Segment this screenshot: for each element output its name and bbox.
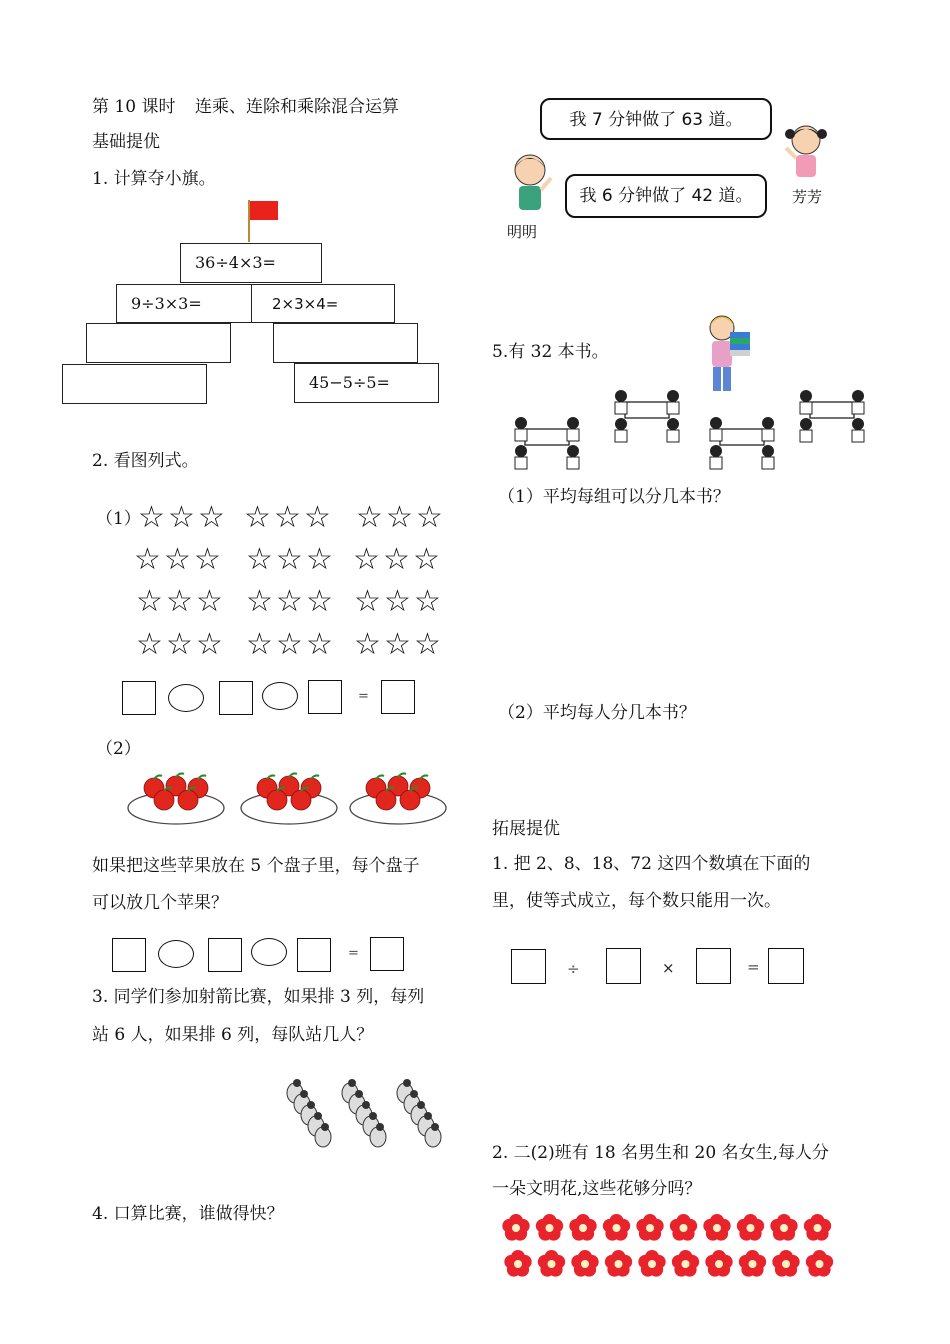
- flag-icon: [245, 198, 285, 244]
- flower-icon: [780, 1224, 788, 1232]
- operator-circle[interactable]: [168, 684, 204, 712]
- apple-icon: [178, 790, 198, 810]
- answer-box[interactable]: [381, 680, 415, 714]
- flower-icon: [682, 1260, 690, 1268]
- flower-icon: [581, 1260, 589, 1268]
- star-icon: ☆: [354, 627, 381, 662]
- star-icon: ☆: [164, 542, 191, 577]
- flower-icon: [579, 1224, 587, 1232]
- student-icon: [762, 417, 774, 429]
- answer-box[interactable]: [511, 949, 546, 984]
- section-extended: 拓展提优: [492, 819, 560, 839]
- star-icon: ☆: [306, 627, 333, 662]
- star-icon: ☆: [136, 584, 163, 619]
- answer-box[interactable]: [112, 938, 146, 972]
- student-icon: [567, 417, 579, 429]
- flower-icon: [747, 1224, 755, 1232]
- star-icon: ☆: [136, 627, 163, 662]
- q2-part2-label: （2）: [96, 739, 141, 759]
- student-icon: [515, 417, 527, 429]
- star-icon: ☆: [194, 542, 221, 577]
- star-icon: ☆: [386, 500, 413, 535]
- q1-title: 1. 计算夺小旗。: [92, 169, 216, 189]
- q5-sub2: （2）平均每人分几本书？: [498, 703, 696, 723]
- plate-icon: [350, 792, 446, 824]
- flower-icon: [548, 1260, 556, 1268]
- flower-icon: [648, 1260, 656, 1268]
- star-icon: ☆: [166, 584, 193, 619]
- star-icon: ☆: [414, 584, 441, 619]
- speech-bubble-top: 我 7 分钟做了 63 道。: [540, 98, 772, 140]
- flowers-image: [498, 1212, 843, 1284]
- star-icon: ☆: [276, 627, 303, 662]
- desk-icon: [810, 402, 854, 418]
- apple-icon: [291, 790, 311, 810]
- q2-text-line1: 如果把这些苹果放在 5 个盘子里，每个盘子: [92, 856, 420, 876]
- star-icon: ☆: [383, 542, 410, 577]
- answer-box[interactable]: [297, 938, 331, 972]
- speech-bubble-bottom: 我 6 分钟做了 42 道。: [565, 174, 767, 218]
- pyramid-row1-box[interactable]: 36÷4×3=: [180, 243, 322, 283]
- flower-icon: [512, 1224, 520, 1232]
- flower-icon: [615, 1260, 623, 1268]
- student-icon: [762, 445, 774, 457]
- star-icon: ☆: [166, 627, 193, 662]
- star-icon: ☆: [246, 584, 273, 619]
- multiply-sign: ×: [662, 959, 675, 977]
- flower-icon: [782, 1260, 790, 1268]
- student-icon: [710, 445, 722, 457]
- star-icon: ☆: [356, 500, 383, 535]
- q3-line2: 站 6 人，如果排 6 列，每队站几人？: [92, 1025, 374, 1045]
- star-icon: ☆: [416, 500, 443, 535]
- apple-icon: [267, 790, 287, 810]
- student-icon: [667, 418, 679, 430]
- apple-icon: [400, 790, 420, 810]
- star-icon: ☆: [306, 542, 333, 577]
- pyramid-row2-right-box[interactable]: 2×3×4=: [251, 284, 395, 323]
- star-icon: ☆: [196, 584, 223, 619]
- star-icon: ☆: [384, 627, 411, 662]
- answer-box[interactable]: [219, 681, 253, 715]
- operator-circle[interactable]: [262, 682, 298, 710]
- name-mingming: 明明: [507, 223, 538, 241]
- girl-avatar: [780, 118, 832, 184]
- q5-title: 5.有 32 本书。: [492, 342, 609, 362]
- flower-icon: [546, 1224, 554, 1232]
- plate-icon: [128, 792, 224, 824]
- equals-sign: =: [747, 958, 760, 976]
- ext1-line1: 1. 把 2、8、18、72 这四个数填在下面的: [492, 854, 811, 874]
- desk-icon: [525, 429, 569, 445]
- flower-icon: [715, 1260, 723, 1268]
- q2-title: 2. 看图列式。: [92, 451, 199, 471]
- star-icon: ☆: [246, 627, 273, 662]
- divide-sign: ÷: [567, 960, 580, 978]
- apple-plates-image: [126, 770, 446, 830]
- student-icon: [615, 390, 627, 402]
- ext2-line2: 一朵文明花,这些花够分吗？: [492, 1179, 702, 1199]
- star-icon: ☆: [168, 500, 195, 535]
- archers-image: [275, 1075, 450, 1155]
- star-icon: ☆: [354, 584, 381, 619]
- star-icon: ☆: [384, 584, 411, 619]
- student-icon: [852, 390, 864, 402]
- star-icon: ☆: [276, 584, 303, 619]
- answer-box[interactable]: [696, 948, 731, 984]
- flower-icon: [814, 1224, 822, 1232]
- pyramid-row4-left-box[interactable]: [62, 364, 207, 404]
- star-icon: ☆: [276, 542, 303, 577]
- boy-avatar: [505, 150, 555, 218]
- section-basic: 基础提优: [92, 132, 160, 152]
- equals-sign: =: [358, 689, 369, 704]
- star-icon: ☆: [246, 542, 273, 577]
- star-icon: ☆: [414, 627, 441, 662]
- student-icon: [615, 418, 627, 430]
- flower-icon: [749, 1260, 757, 1268]
- flower-icon: [713, 1224, 721, 1232]
- pyramid-row4-right-box[interactable]: 45−5÷5=: [294, 363, 439, 403]
- operator-circle[interactable]: [251, 938, 287, 966]
- star-icon: ☆: [353, 542, 380, 577]
- student-groups-image: [505, 375, 865, 480]
- star-icon: ☆: [274, 500, 301, 535]
- star-icon: ☆: [306, 584, 333, 619]
- plate-icon: [241, 792, 337, 824]
- answer-box[interactable]: [606, 948, 641, 984]
- ext2-line1: 2. 二(2)班有 18 名男生和 20 名女生,每人分: [492, 1143, 829, 1163]
- star-icon: ☆: [138, 500, 165, 535]
- q2-text-line2: 可以放几个苹果？: [92, 893, 228, 913]
- star-icon: ☆: [198, 500, 225, 535]
- student-icon: [800, 418, 812, 430]
- answer-box[interactable]: [208, 938, 242, 972]
- answer-box[interactable]: [308, 680, 342, 714]
- page-title: 连乘、连除和乘除混合运算: [195, 97, 399, 117]
- flower-icon: [680, 1224, 688, 1232]
- flower-icon: [816, 1260, 824, 1268]
- star-icon: ☆: [134, 542, 161, 577]
- star-icon: ☆: [244, 500, 271, 535]
- pyramid-row3-left-box[interactable]: [86, 323, 231, 363]
- star-icon: ☆: [304, 500, 331, 535]
- desk-icon: [720, 429, 764, 445]
- name-fangfang: 芳芳: [792, 188, 823, 206]
- student-icon: [567, 445, 579, 457]
- desk-icon: [625, 402, 669, 418]
- star-icon: ☆: [413, 542, 440, 577]
- student-icon: [667, 390, 679, 402]
- student-icon: [852, 418, 864, 430]
- ext1-line2: 里，使等式成立，每个数只能用一次。: [492, 891, 781, 911]
- q5-sub1: （1）平均每组可以分几本书？: [498, 487, 730, 507]
- student-icon: [710, 417, 722, 429]
- flower-icon: [646, 1224, 654, 1232]
- student-icon: [800, 390, 812, 402]
- answer-box[interactable]: [122, 681, 156, 715]
- q4-title: 4. 口算比赛，谁做得快？: [92, 1204, 284, 1224]
- flower-icon: [613, 1224, 621, 1232]
- operator-circle[interactable]: [158, 940, 194, 968]
- lesson-number: 第 10 课时: [92, 97, 176, 117]
- equals-sign: =: [348, 946, 359, 961]
- answer-box[interactable]: [768, 948, 804, 984]
- answer-box[interactable]: [370, 937, 404, 971]
- pyramid-row3-right-box[interactable]: [273, 323, 418, 363]
- student-icon: [515, 445, 527, 457]
- star-icon: ☆: [196, 627, 223, 662]
- pyramid-row2-left-box[interactable]: 9÷3×3=: [116, 284, 252, 323]
- flower-icon: [514, 1260, 522, 1268]
- apple-icon: [154, 790, 174, 810]
- q3-line1: 3. 同学们参加射箭比赛，如果排 3 列，每列: [92, 987, 425, 1007]
- apple-icon: [376, 790, 396, 810]
- q2-part1-label: （1）: [96, 509, 141, 529]
